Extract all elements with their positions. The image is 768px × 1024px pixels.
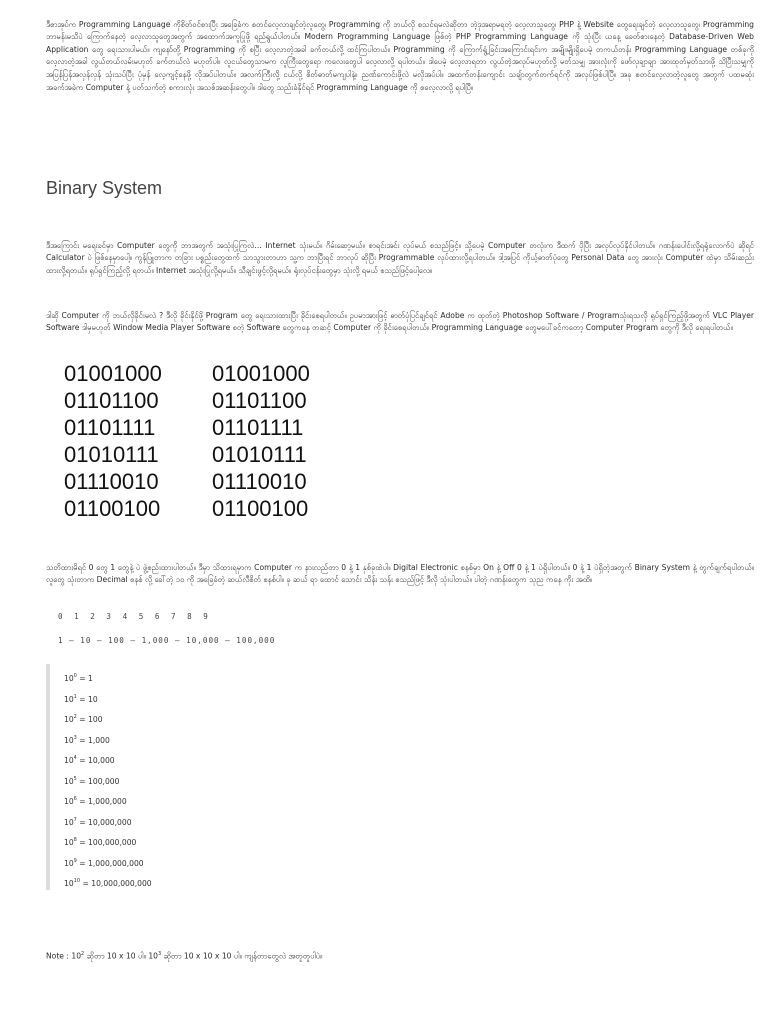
note-line: Note : $10^2$ ဆိုတာ 10 x 10 ပါ။ $10^3$ ဆိုတာ 10 x 10 x 10 ပါ။ ကျန်တာတွေလဲ အတူတူပါပဲ။	[46, 951, 323, 961]
binary-cell: 01001000	[64, 361, 162, 386]
decimal-digits-line: 0 1 2 3 4 5 6 7 8 9	[58, 612, 212, 621]
binary-row	[64, 495, 360, 522]
blockquote-bar	[46, 664, 50, 890]
binary-cell: 01110010	[212, 469, 307, 494]
binary-cell: 01100100	[212, 496, 309, 521]
binary-code-block	[64, 360, 360, 522]
powers-of-ten-blockquote	[46, 664, 754, 890]
power-entry: $10^3 = 1,000$	[64, 735, 110, 745]
binary-row	[64, 360, 360, 387]
binary-cell: 01110010	[64, 469, 159, 494]
binary-row	[64, 468, 360, 495]
power-entry: $10^0 = 1$	[64, 673, 93, 683]
binary-row	[64, 414, 360, 441]
power-entry: $10^{10} = 10,000,000,000$	[64, 878, 152, 888]
binary-cell: 01010111	[212, 442, 307, 467]
binary-cell: 01101100	[64, 388, 159, 413]
paragraph-programs: ဒါဆို Computer ကို ဘယ်လိုခိုင်းမလဲ ? ဒီလို ခိုင်းနိုင်ဖို့ Program တွေ ရေးသားထားပြီး ခိုင်းစေရပါတယ်။ ဥပမာအားဖြင့် ဓာတ်ပုံပြင်ချင်ရင် Adobe က ထုတ်တဲ့ Photoshop Software / Programသုံးရသလို ရုပ်ရှင်ကြည့်ဖို့အတွက် VLC Player Software ဒါမှမဟုတ် Window Media Player Software စတဲ့ Software တွေကနေ တဆင့် Computer ကို ခိုင်းစေရပါတယ်။ Programming Language တွေမပေါ်ခင်ကတော့ Computer Program တွေကို ဒီလို ရေးရပါတယ်။	[46, 310, 754, 333]
power-entry: $10^5 = 100,000$	[64, 776, 120, 786]
binary-cell: 01001000	[212, 361, 310, 386]
section-title: Binary System	[46, 178, 163, 198]
binary-cell: 01101111	[64, 415, 156, 440]
binary-row	[64, 387, 360, 414]
binary-cell: 01101111	[212, 415, 304, 440]
binary-row	[64, 441, 360, 468]
binary-cell: 01100100	[64, 496, 161, 521]
decimal-scale-line: 1 – 10 – 100 – 1,000 – 10,000 – 100,000	[58, 636, 276, 645]
paragraph-binary-explanation: သတိထားမိရင် 0 တွေ 1 တွေနဲ့ ပဲ ဖွဲ့စည်းထားပါတယ်။ ဒီမှာ သိထားရမှာက Computer က နားလည်တာ 0 နဲ့ 1 နှစ်ခုထဲပါ။ Digital Electronic စနစ်မှာ On နဲ့ Off 0 နဲ့ 1 ပဲရှိပါတယ်။ 0 နဲ့ 1 ပဲရှိတဲ့အတွက် Binary System နဲ့ တွက်ချက်ရပါတယ်။ လူတွေ သုံးတာက Decimal စနစ် လို့ ခေါ်တဲ့ ၁၀ ကို အခြေခံတဲ့ ဆယ်လီစိတ် စနစ်ပါ။ ခု ဆယ် ရာ ထောင် သောင်း သိန်း သန်း စသည်ဖြင့် ဒီလို သုံးပါတယ်။ ပါတဲ့ ဂဏန်းတွေက သုည ကနေ ကိုး အထိ။	[46, 562, 754, 585]
power-entry: $10^4 = 10,000$	[64, 755, 115, 765]
power-entry: $10^2 = 100$	[64, 714, 103, 724]
power-entry: $10^1 = 10$	[64, 694, 98, 704]
intro-paragraph: ဒီစာအုပ်က Programming Language ကိုစိတ်ဝင်စားပြီး အခြေခံက စတင်လေ့လာချင်တဲ့လူတွေ၊ Programming ကို ဘယ်လို စသင်ရမလဲဆိုတာ ဘဲ့ဒုအရာမရတဲ့ လေ့လာသူတွေ၊ PHP နဲ့ Website တွေရေးချင်တဲ့ လေ့လာသူတွေ၊ Programming ဘာမန်းမသိပဲ ကြောက်နေတဲ့ လေ့လာသူတွေအတွက် အထောက်အကူပြုဖို့ ရည်ရွယ်ပါတယ်။ Modern Programming Language ဖြစ်တဲ့ PHP Programming Language ကို သုံးပြီး ယနေ့ ခေတ်စားနေတဲ့ Database-Driven Web Application တွေ ရေးသားပါမယ်။ ကျနော်တို့ Programming ကို စပြီး လေ့လာတဲ့အခါ ခက်တယ်လို့ ထင်ကြပါတယ်။ Programming ကို ကြောက်ရွံ့ခြင်းအကြောင်းရင်းက အမျိုးမျိုးရှိပေမဲ့ တကယ်တန်း Programming Language တစ်ခုကိုလေ့လာတဲ့အခါ လွယ်တယ်လမ်းမဟုတ် ခက်တယ်လဲ မဟုတ်ပါ။ လူငယ်တွေသာမက လူကြီးတွေရော ကလေးတွေပါ လေ့လာလို့ ရပါတယ်။ ဒါပေမဲ့ လေ့လာရတာ လွယ်တဲ့အလုပ်မဟုတ်လို့ မတ်သမျှ အားလုံးကို ဖော်လှချာချာ အားထုတ်မှတ်သားဖို့ သိပြီးသမျှကို အပြန်ပြန်အလှန်လှန် သုံးသပ်ပြီး ပုံမှန် လေ့ကျင့်နေဖို့ လိုအပ်ပါတယ်။ အလက်ကြီးလို့ ငယ်လို့ စိတ်ဓာတ်မကျပါနဲ့။ ညဏ်ကောင်းဖို့လဲ မလိုအပ်ပါ။ အထက်တန်းကျောင်း သချ်ာတွက်တက်ရင်ကို အလုပ်ဖြစ်ပါပြီ။ အခု စတင်လေ့လာတဲ့လူတွေ အတွက် ပထမဆုံးအခက်အခဲက Computer နဲ့ ပတ်သက်တဲ့ စကားလုံး အသစ်အဆန်းတွေပါ။ ဒါတွေ သည်းခံနိုင်ရင် Programming Language ကို စလေ့လာလို့ ရပါပြီ။	[46, 19, 754, 92]
power-entry: $10^9 = 1,000,000,000$	[64, 858, 144, 868]
power-entry: $10^8 = 100,000,000$	[64, 837, 137, 847]
binary-cell: 01010111	[64, 442, 159, 467]
power-entry: $10^6 = 1,000,000$	[64, 796, 127, 806]
power-entry: $10^7 = 10,000,000$	[64, 817, 132, 827]
paragraph-computer-uses: ဒီအကြောင်း မရေးခင်မှာ Computer တွေကို ဘာအတွက် အသုံးပြုကြလဲ… Internet သုံးမယ်။ ဂိမ်းဆော့မယ်။ စာရင်းအင်း လုပ်မယ် စသည်ဖြင့်။ သို့ပေမဲ့ Computer တလုံးက ဒီထက် ပိုပြီး အလုပ်လုပ်နိုင်ပါတယ်။ ဂဏန်းပေါင်းလို့ရရုံလောက်ပဲ ဆိုရင် Calculator ပဲ ဖြစ်နေမှာပေါ့။ ကွန်ပြူတာက တခြား ပစ္စည်းတွေထက် သာသွားတာဟာ သူ့က ဘာပြီးရင် ဘာလုပ် ဆိုပြီး Programmable လုပ်ထားလို့ရပါတယ်။ ဒါ့အပြင် ကိုယ့်ဓာတ်ပုံတွေ Personal Data တွေ အားလုံး Computer ထဲမှာ သိမ်းဆည်းထားလို့ရတယ်။ ရုပ်ရှင်ကြည့်လို့ ရတယ်။ Internet အသုံးပြုလို့ရမယ်။ သီချင်းဖွင့်လို့ရမယ်။ ရုံးလုပ်ငန်းတွေမှာ သုံးလို့ ရမယ် စသည်ဖြင့်ပေါ့လေ။	[46, 240, 754, 275]
binary-cell: 01101100	[212, 388, 307, 413]
